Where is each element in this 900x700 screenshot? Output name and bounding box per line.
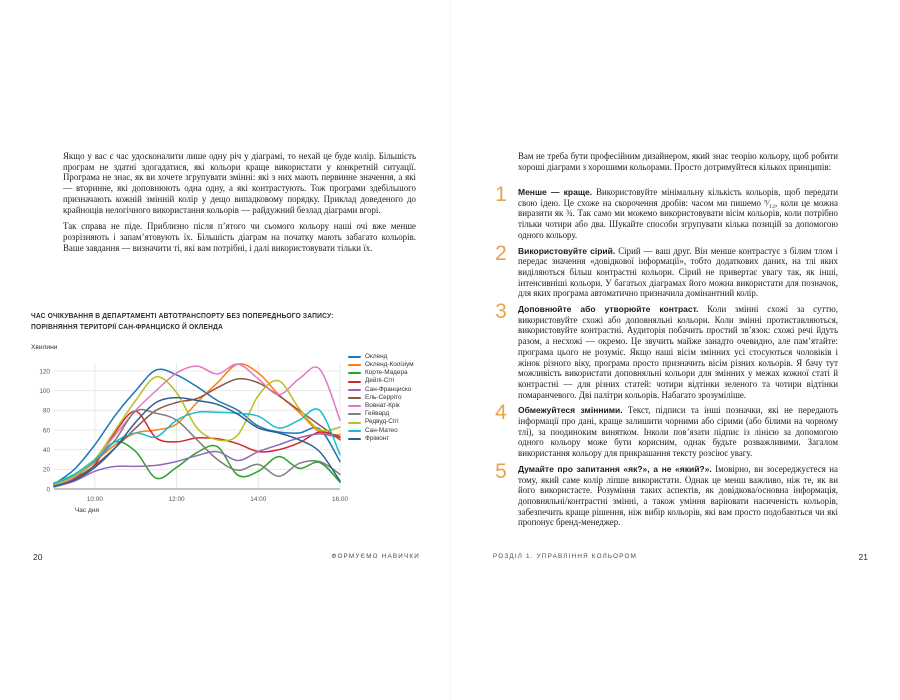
left-running-head: ФОРМУЄМО НАВИЧКИ — [331, 553, 420, 560]
chart-title — [31, 311, 409, 332]
legend-item — [348, 353, 414, 361]
y-tick-label: 0 — [46, 486, 50, 494]
paragraph: Так справа не піде. Приблизно після п’ятого чи сьомого кольору наші очі вже менше розрізняють і запам’ятовують їх. Більшість діаграм на початку мають забагато кольорів. Ваше завдання — визначити ті, які вам потрібні, і далі використовувати тільки їх. — [63, 221, 416, 253]
right-page-intro: Вам не треба бути професійним дизайнером, який знає теорію кольору, щоб робити хороші діаграми з хорошими кольорами. Просто дотримуйтеся кількох принципів: — [518, 151, 838, 172]
principle-item — [490, 300, 838, 400]
legend-swatch — [348, 356, 361, 358]
legend-label: Корте-Мадера — [365, 369, 408, 377]
legend-item — [348, 427, 414, 435]
x-tick-label: 10:00 — [86, 496, 103, 503]
principle-number: 4 — [495, 401, 507, 425]
legend-label: Дейлі-Сіті — [365, 377, 395, 385]
chart-legend — [348, 353, 414, 443]
principle-number: 3 — [495, 300, 507, 324]
principle-lead: Менше — краще. — [518, 187, 593, 197]
legend-label: Редвуд-Сіті — [365, 418, 399, 426]
principle-text: Менше — краще. Використовуйте мінімальну кількість кольорів, щоб передати свою ідею. Це схоже на скорочення дробів: часом ми пишемо ⁹⁄₁₂, коли це можна виразити як ¾. Так само ми можемо використовувати вісім кольорів, коли потрібно тільки чотири або два. Шукайте способи згрупувати кілька позицій за допомогою одного кольору. — [518, 187, 838, 240]
legend-swatch — [348, 364, 361, 366]
principle-item — [490, 401, 838, 459]
x-axis-title: Час дня — [74, 507, 100, 514]
legend-swatch — [348, 397, 361, 399]
principle-text: Доповнюйте або утворюйте контраст. Коли змінні схожі за суттю, використовуйте схожі або доповняльні кольори. Коли змінні протиставляються, використовуйте контрастні. Аудиторія побачить простий зв’язок: схожі речі йдуть разом, а несхожі — окремо. Це звучить майже занадто очевидно, але пам’ятайте: програма цього не розуміє. Якщо наші вісім змінних усі стосуються чоловіків і жінок різного віку, програма просто призначить вісім різних кольорів. Я бачу тут можливість використати доповняльні кольори для змінних у межах кожної статі й контрастні — для різних статей: чотири відтінки зеленого та чотири відтінки помаранчевого. Дві палітри кольорів. Набагато зрозуміліше. — [518, 304, 838, 400]
principles-list — [490, 183, 838, 533]
legend-label: Вовнат-Крік — [365, 402, 400, 410]
legend-label: Сан-Матео — [365, 426, 398, 434]
paragraph: Якщо у вас є час удосконалити лише одну річ у діаграмі, то нехай це буде колір. Більшість програм не здатні здогадатися, які кольори краще використати у конкретній ситуації. Програма не знає, як ви хочете згрупувати змінні: які з них мають первинне значення, а які — вторинне, які доповнюють одна одну, а які контрастують. Тож програми здебільшого призначають кожній змінній колір у дещо випадковому порядку. Приклад доведеного до крайнощів нелогічного використання кольорів — райдужний безлад діаграми вгорі. — [63, 151, 416, 215]
principle-lead: Обмежуйтеся змінними. — [518, 405, 623, 416]
principle-number: 5 — [495, 459, 507, 483]
principle-item — [490, 183, 838, 241]
page-gutter — [449, 0, 451, 700]
legend-item — [348, 435, 414, 443]
chart-line — [54, 409, 340, 483]
chart-title-line2: ПОРІВНЯННЯ ТЕРИТОРІЇ САН-ФРАНЦИСКО Й ОКЛЕНДА — [31, 321, 223, 331]
legend-label: Ель-Серріто — [365, 393, 402, 401]
left-page-body — [63, 151, 416, 259]
dmv-wait-chart — [25, 335, 370, 517]
y-tick-label: 40 — [42, 446, 50, 454]
y-tick-label: 20 — [42, 466, 50, 474]
principle-text: Використовуйте сірий. Сірий — ваш друг. Він менше контрастує з білим тлом і передає значення «довідкової інформації», тобто додаткових даних, на тлі яких виділяються більш контрастні кольори. Сірий не привертає увагу так, як інші, інтенсивніші кольори. У багатьох діаграмах його можна використати для позначок, для яких програма автоматично призначила домінантний колір. — [518, 245, 838, 299]
principle-number: 2 — [495, 241, 507, 265]
principle-item — [490, 241, 838, 300]
y-tick-label: 80 — [42, 407, 50, 415]
legend-item — [348, 394, 414, 402]
chart-line — [54, 411, 340, 486]
legend-swatch — [348, 438, 361, 440]
legend-swatch — [348, 389, 361, 391]
legend-swatch — [348, 372, 361, 374]
legend-label: Окленд-Колізіум — [365, 361, 414, 369]
legend-item — [348, 419, 414, 427]
principle-number: 1 — [495, 183, 507, 206]
principle-lead: Думайте про запитання «як?», а не «який?». — [518, 463, 712, 474]
principle-lead: Доповнюйте або утворюйте контраст. — [518, 304, 699, 315]
principle-lead: Використовуйте сірий. — [518, 245, 616, 256]
legend-label: Фрімонт — [365, 434, 390, 442]
x-tick-label: 16:00 — [332, 496, 348, 503]
legend-label: Сан-Франциско — [365, 385, 412, 393]
principle-item — [490, 459, 838, 528]
chart-title-line1: ЧАС ОЧІКУВАННЯ В ДЕПАРТАМЕНТІ АВТОТРАНСПОРТУ БЕЗ ПОПЕРЕДНЬОГО ЗАПИСУ: — [31, 311, 334, 320]
left-page-number: 20 — [33, 552, 43, 562]
y-axis-title: Хвилини — [31, 344, 58, 351]
legend-swatch — [348, 422, 361, 424]
legend-label: Окленд — [365, 352, 388, 360]
principle-text: Обмежуйтеся змінними. Текст, підписи та інші позначки, які не передають інформації про дані, краще залишити чорними або сірими (або білими на чорному тлі), за поодиноким винятком. Інколи пов’язати підпис із лінією за допомогою одного кольору може бути корисним, однак будьте розважливими. Загалом використання кольору для прикрашання тексту розсіює увагу. — [518, 405, 838, 459]
legend-swatch — [348, 413, 361, 415]
legend-item — [348, 361, 414, 369]
legend-item — [348, 386, 414, 394]
legend-swatch — [348, 381, 361, 383]
legend-item — [348, 378, 414, 386]
legend-swatch — [348, 430, 361, 432]
legend-label: Гейвард — [365, 410, 390, 418]
y-tick-label: 60 — [42, 427, 50, 435]
chart-line — [54, 377, 340, 485]
y-tick-label: 100 — [39, 387, 50, 395]
x-tick-label: 14:00 — [250, 496, 267, 503]
principle-text: Думайте про запитання «як?», а не «який?». Імовірно, ви зосереджуєтеся на тому, який саме колір ліпше використати. Однак це менш важливо, ніж те, як ви його використаєте. Розуміння таких аспектів, як довідкова/основна інформація, доповняльні/контрастні змінні, а також уміння варіювати насиченість кольорів, забезпечить краще рішення, ніж вибір кольорів, які вам просто подобаються чи які пропонує бренд-менеджер. — [518, 463, 838, 528]
right-running-head: РОЗДІЛ 1. УПРАВЛІННЯ КОЛЬОРОМ — [493, 553, 638, 560]
right-page-number: 21 — [858, 552, 868, 562]
x-tick-label: 12:00 — [168, 496, 185, 503]
y-tick-label: 120 — [39, 368, 50, 376]
legend-swatch — [348, 405, 361, 407]
